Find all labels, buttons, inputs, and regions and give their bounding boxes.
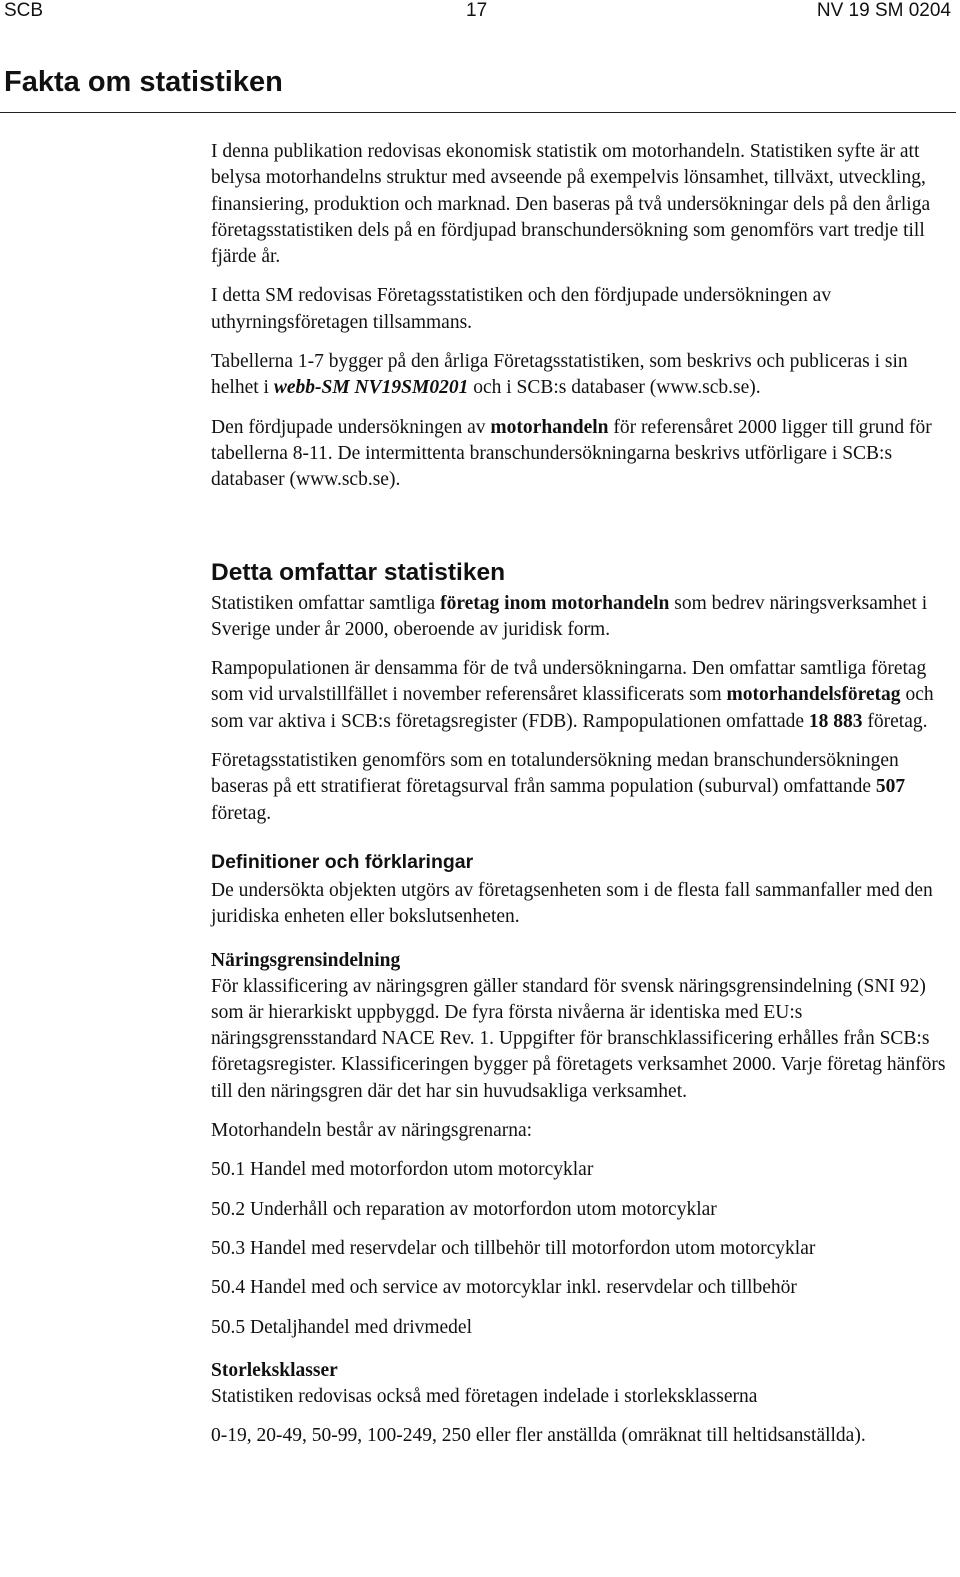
scope-p2-text-b: och som var aktiva i SCB:s företagsregister (FDB). Rampopulationen omfattade bbox=[211, 684, 934, 732]
population-count: 18 883 bbox=[808, 710, 863, 732]
scope-p1-text-a: Statistiken omfattar samtliga bbox=[211, 592, 441, 614]
definitions-heading: Definitioner och förklaringar bbox=[211, 850, 474, 873]
scope-p1-bold: företag inom motorhandeln bbox=[440, 592, 670, 614]
scope-p2-text-a: Rampopulationen är densamma för de två undersökningarna. Den omfattar samtliga företag som vid urvalstillfället i november referensåret klassificerats som bbox=[211, 658, 927, 706]
intro-paragraph-1: I denna publikation redovisas ekonomisk statistik om motorhandeln. Statistiken syfte är att belysa motorhandelns struktur med avseende på exempelvis lönsamhet, tillväxt, utveckling, finansiering, produktion och marknad. Den baseras på två undersökningar dels på den årliga företagsstatistiken dels på en fördjupad branschundersökning som genomförs vart tredje till fjärde år. bbox=[211, 141, 931, 268]
size-classes-paragraph-2: 0-19, 20-49, 50-99, 100-249, 250 eller fler anställda (omräknat till heltidsanställda). bbox=[211, 1425, 866, 1447]
industry-heading: Näringsgrensindelning bbox=[211, 949, 401, 971]
intro-p4-bold: motorhandeln bbox=[490, 416, 609, 438]
main-content bbox=[211, 139, 946, 1449]
intro-paragraph-2: I detta SM redovisas Företagsstatistiken och den fördjupade undersökningen av uthyrningsföretagen tillsammans. bbox=[211, 285, 832, 333]
header-series-code: NV 19 SM 0204 bbox=[816, 0, 951, 21]
list-item: 50.1 Handel med motorfordon utom motorcyklar bbox=[211, 1159, 594, 1181]
scope-p1-text-b: som bedrev näringsverksamhet i Sverige under år 2000, oberoende av juridisk form. bbox=[211, 592, 928, 640]
webb-sm-reference: webb-SM NV19SM0201 bbox=[273, 377, 469, 399]
scope-heading: Detta omfattar statistiken bbox=[211, 558, 506, 586]
intro-p4-text-a: Den fördjupade undersökningen av bbox=[211, 416, 491, 438]
industry-paragraph-1: För klassificering av näringsgren gäller standard för svensk näringsgrensindelning (SNI 92) som är hierarkiskt uppbyggd. De fyra första nivåerna är identiska med EU:s näringsgrensstandard NACE Rev. 1. Uppgifter för branschklassificering erhålles från SCB:s företagsregister. Klassificeringen bygger på företagets verksamhet 2000. Varje företag hänförs till den näringsgren där det har sin huvudsakliga verksamhet. bbox=[211, 975, 946, 1102]
intro-paragraph-4 bbox=[211, 415, 946, 494]
intro-p4-text-b: för referensåret 2000 ligger till grund för tabellerna 8-11. De intermittenta branschundersökningarna beskrivs utförligare i SCB:s databaser (www.scb.se). bbox=[211, 416, 932, 491]
intro-p3-text-a: Tabellerna 1-7 bygger på den årliga Företagsstatistiken, som beskrivs och publiceras i sin helhet i bbox=[211, 351, 908, 399]
scope-p3-text-a: Företagsstatistiken genomförs som en totalundersökning medan branschundersökningen baseras på ett stratifierat företagsurval från samma population (suburval) omfattande bbox=[211, 750, 899, 798]
scope-p2-bold: motorhandelsföretag bbox=[726, 684, 901, 706]
header-publisher: SCB bbox=[4, 0, 44, 21]
scope-paragraph-1 bbox=[211, 591, 946, 644]
page-title: Fakta om statistiken bbox=[4, 66, 283, 98]
intro-p3-text-b: och i SCB:s databaser (www.scb.se). bbox=[468, 377, 761, 399]
size-classes-heading: Storleksklasser bbox=[211, 1359, 338, 1381]
intro-paragraph-3 bbox=[211, 349, 946, 402]
page-header bbox=[0, 0, 960, 26]
list-item: 50.3 Handel med reservdelar och tillbehör till motorfordon utom motorcyklar bbox=[211, 1237, 816, 1259]
scope-paragraph-3 bbox=[211, 748, 946, 827]
definitions-paragraph-1: De undersökta objekten utgörs av företagsenheten som i de flesta fall sammanfaller med den juridiska enheten eller bokslutsenheten. bbox=[211, 879, 933, 928]
size-classes-paragraph-1: Statistiken redovisas också med företagen indelade i storleksklasserna bbox=[211, 1385, 758, 1407]
sample-count: 507 bbox=[875, 776, 906, 798]
industry-list-intro: Motorhandeln består av näringsgrenarna: bbox=[211, 1120, 533, 1142]
scope-p3-text-b: företag. bbox=[211, 802, 272, 824]
list-item: 50.4 Handel med och service av motorcyklar inkl. reservdelar och tillbehör bbox=[211, 1277, 797, 1299]
page-number: 17 bbox=[466, 0, 488, 21]
list-item: 50.2 Underhåll och reparation av motorfordon utom motorcyklar bbox=[211, 1198, 717, 1220]
title-divider bbox=[0, 112, 956, 113]
scope-paragraph-2 bbox=[211, 656, 946, 735]
scope-p2-text-c: företag. bbox=[862, 710, 928, 732]
list-item: 50.5 Detaljhandel med drivmedel bbox=[211, 1316, 473, 1338]
